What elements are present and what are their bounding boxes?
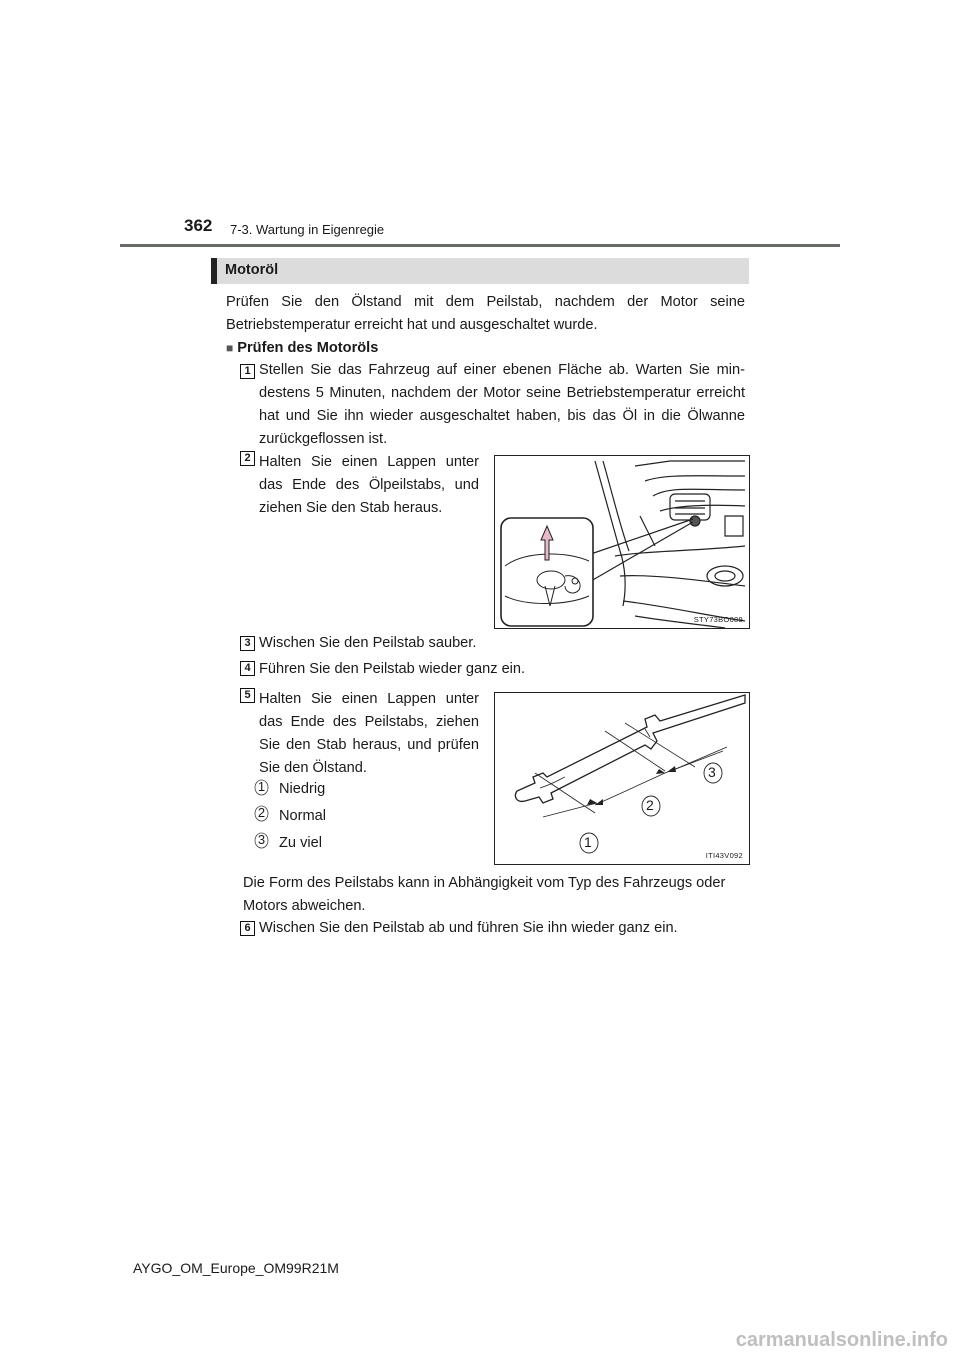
level-label: Normal bbox=[279, 808, 327, 824]
topic-banner bbox=[211, 258, 749, 284]
callout-1: 1 bbox=[584, 834, 592, 850]
step-text: Halten Sie einen Lappen unter das Ende des Ölpeilstabs, und ziehen Sie den Stab heraus. bbox=[259, 454, 479, 516]
callout-2: 2 bbox=[646, 797, 654, 813]
step-text: Wischen Sie den Peilstab sauber. bbox=[259, 635, 477, 651]
step-text: Halten Sie einen Lappen unter das Ende des Peilstabs, ziehen Sie den Stab heraus, und prüfen Sie den Ölstand. bbox=[259, 691, 479, 776]
step-number: 4 bbox=[240, 661, 255, 676]
banner-accent bbox=[211, 258, 217, 284]
page-number: 362 bbox=[184, 216, 213, 235]
watermark: carmanualsonline.info bbox=[735, 1329, 948, 1351]
step-number: 6 bbox=[240, 921, 255, 936]
section-title: 7-3. Wartung in Eigenregie bbox=[230, 222, 385, 237]
dipstick-figure bbox=[494, 692, 750, 865]
header-rule bbox=[120, 244, 840, 247]
step-number: 1 bbox=[240, 364, 255, 379]
banner-title: Motoröl bbox=[225, 262, 279, 278]
step-number: 2 bbox=[240, 451, 255, 466]
engine-bay-dipstick-illustration bbox=[495, 456, 750, 629]
document-id: AYGO_OM_Europe_OM99R21M bbox=[133, 1260, 339, 1276]
figure-code: ITI43V092 bbox=[705, 851, 743, 860]
note-paragraph: Die Form des Peilstabs kann in Abhängigkeit vom Typ des Fahrzeugs oder Motors abweichen. bbox=[243, 875, 726, 914]
level-number: 3 bbox=[254, 832, 269, 849]
intro-paragraph: Prüfen Sie den Ölstand mit dem Peilstab, nachdem der Motor seine Betriebstemperatur erreicht hat und ausgeschaltet wurde. bbox=[226, 294, 745, 333]
step-number: 5 bbox=[240, 688, 255, 703]
subheading bbox=[226, 337, 378, 360]
step-number: 3 bbox=[240, 636, 255, 651]
subheading-text: Prüfen des Motoröls bbox=[237, 340, 379, 356]
step-text: Wischen Sie den Peilstab ab und führen Sie ihn wieder ganz ein. bbox=[259, 920, 678, 936]
level-label: Zu viel bbox=[279, 835, 322, 851]
level-number: 2 bbox=[254, 805, 269, 822]
figure-code: STY73BO089 bbox=[693, 615, 743, 624]
subheading-bullet: ■ bbox=[226, 341, 234, 355]
level-number: 1 bbox=[254, 779, 269, 796]
callout-3: 3 bbox=[708, 764, 716, 780]
level-label: Niedrig bbox=[279, 781, 326, 797]
step-text: Stellen Sie das Fahrzeug auf einer ebenen Fläche ab. Warten Sie min-destens 5 Minuten, nachdem der Motor seine Betriebstemperatur erreicht hat und Sie ihn wieder ausgeschaltet haben, bis das Öl in die Ölwanne zurückgeflossen ist. bbox=[259, 362, 745, 447]
engine-bay-figure bbox=[494, 455, 750, 629]
step-text: Führen Sie den Peilstab wieder ganz ein. bbox=[259, 661, 526, 677]
